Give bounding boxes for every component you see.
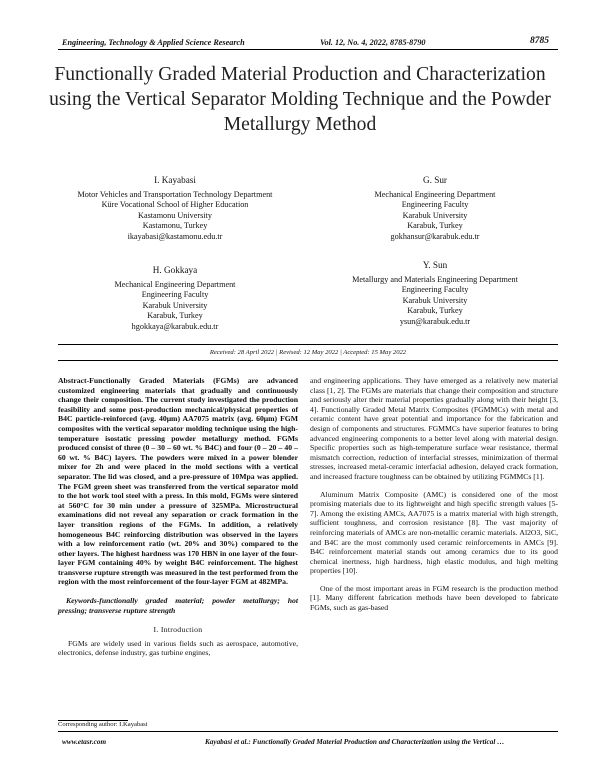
- affiliation-line: Karabuk, Turkey: [407, 306, 463, 316]
- header-rule: [58, 49, 558, 50]
- affiliation-line: Kastamonu University: [138, 210, 212, 220]
- affiliation-line: Karabuk, Turkey: [147, 311, 203, 321]
- author-block-4: [310, 260, 560, 328]
- affiliation-line: Kastamonu, Turkey: [142, 221, 208, 231]
- right-column: [310, 376, 558, 613]
- footer-citation: Kayabasi et al.: Functionally Graded Material Production and Characterization using the Vertical …: [205, 738, 505, 746]
- footer-rule: [58, 731, 558, 732]
- received-rule-bottom: [58, 360, 558, 361]
- affiliation-line: Karabuk University: [402, 210, 468, 220]
- affiliation-line: Metallurgy and Materials Engineering Department: [352, 274, 518, 284]
- affiliation-line: Engineering Faculty: [141, 290, 209, 300]
- body-paragraph-2: Aluminum Matrix Composite (AMC) is considered one of the most promising materials due to its lightweight and high specific strength values [5-7]. Among the existing AMCs, AA7075 is a matrix material with high strength, sufficient toughness, and corrosion resistance [8]. The vast majority of reinforcing materials of AMCs are non-metallic ceramic materials. Al2O3, SiC, and B4C are the most commonly used ceramic reinforcements in AMCs [9]. B4C reinforcement material stands out among ceramics due to its good chemical inertness, high hardness, high elastic modulus, and high melting properties [10].: [310, 489, 558, 576]
- received-rule-top: [58, 344, 558, 345]
- left-column: [58, 376, 298, 658]
- affiliation-line: Mechanical Engineering Department: [114, 279, 236, 289]
- affiliation-line: Karabuk University: [402, 295, 468, 305]
- affiliation-line: Karabuk University: [142, 300, 208, 310]
- keywords: Keywords-functionally graded material; powder metallurgy; hot pressing; transverse rupture strength: [58, 596, 298, 615]
- author-name: G. Sur: [423, 175, 447, 185]
- journal-name: Engineering, Technology & Applied Science Research: [62, 38, 245, 47]
- affiliation-line: Engineering Faculty: [401, 200, 469, 210]
- received-dates: Received: 28 April 2022 | Revised: 12 May 2022 | Accepted: 15 May 2022: [209, 349, 407, 356]
- author-email: ikayabasi@kastamonu.edu.tr: [127, 231, 223, 241]
- affiliation-line: Mechanical Engineering Department: [374, 189, 496, 199]
- author-block-1: [40, 175, 310, 243]
- section-heading-introduction: I. Introduction: [153, 625, 203, 635]
- affiliation-line: Engineering Faculty: [401, 285, 469, 295]
- author-block-3: [40, 265, 310, 333]
- paper-title: Functionally Graded Material Production and Characterization using the Vertical Separator Molding Technique and the Powder Metallurgy Method: [49, 64, 551, 135]
- author-name: I. Kayabasi: [154, 175, 196, 185]
- affiliation-line: Küre Vocational School of Higher Education: [101, 200, 249, 210]
- page-number: 8785: [530, 36, 549, 46]
- author-email: hgokkaya@karabuk.edu.tr: [131, 321, 219, 331]
- author-email: gokhansur@karabuk.edu.tr: [390, 231, 480, 241]
- author-name: H. Gokkaya: [152, 265, 198, 275]
- author-email: ysun@karabuk.edu.tr: [399, 316, 471, 326]
- author-name: Y. Sun: [422, 260, 448, 270]
- volume-info: Vol. 12, No. 4, 2022, 8785-8790: [320, 38, 426, 47]
- abstract: Abstract-Functionally Graded Materials (FGMs) are advanced customized engineering materials that gradually and continuously change their composition. The current study investigated the production feasibility and some post-production mechanical/physical properties of B4C particle-reinforced (avg. 40μm) AA7075 matrix (avg. 60μm) FGM composites with the vertical separator molding technique using the high-temperature isostatic pressing powder metallurgy method. FGMs produced consist of three (0 – 30 – 60 wt. % B4C) and four (0 – 20 – 40 – 60 wt. % B4C) layers. The powders were mixed in a power blender mixer for 2h and were placed in the mold sections with a vertical separator. The lid was closed, and a pre-pressure of 10Mpa was applied. The FGM green sheet was transferred from the vertical separator mold to the hot work tool steel with a press. In this mold, FGMs were sintered at 560°C for 30 min under a pressure of 325MPa. Microstructural examinations did not reveal any separation or crack formation in the layer transition regions of the FGMs. In addition, a relatively homogeneous B4C reinforcing distribution was observed in the layers with a low reinforcement ratio (wt. 20% and 30%) compared to the other layers. The highest hardness was 170 HBN in one layer of the four-layer FGM containing 40% by weight B4C reinforcement. The highest transverse rupture strength was measured in the test performed from the region with the most reinforcement of the four-layer FGM at 482MPa.: [58, 376, 298, 587]
- author-block-2: [310, 175, 560, 243]
- body-paragraph-1: and engineering applications. They have emerged as a relatively new material class [1, 2]. The FGMs are materials that change their composition and structure and seriously alter their material properties gradually along with their height [3, 4]. Functionally Graded Metal Matrix Composites (FGMMCs) with metal and ceramic content have great potential and importance for the fabrication and design of components and structures. FGMMCs have superior features to bring advanced engineering components to a better level along with material design. Specific properties such as high-temperature surface wear resistance, thermal mismatch correction, reduction of interfacial stresses, minimization of thermal stresses, increased metal-ceramic interfacial adhesion, delayed crack formation, and increased fracture toughness can be obtained by utilizing FGMMCs [1].: [310, 376, 558, 481]
- corresponding-author: Corresponding author: I.Kayabasi: [58, 721, 148, 728]
- intro-paragraph: FGMs are widely used in various fields such as aerospace, automotive, electronics, defense industry, gas turbine engines,: [58, 638, 298, 658]
- body-paragraph-3: One of the most important areas in FGM research is the production method [1]. Many different fabrication methods have been developed to fabricate FGMs, such as gas-based: [310, 583, 558, 613]
- affiliation-line: Karabuk, Turkey: [407, 221, 463, 231]
- affiliation-line: Motor Vehicles and Transportation Technology Department: [77, 189, 273, 199]
- footer-site: www.etasr.com: [62, 738, 107, 746]
